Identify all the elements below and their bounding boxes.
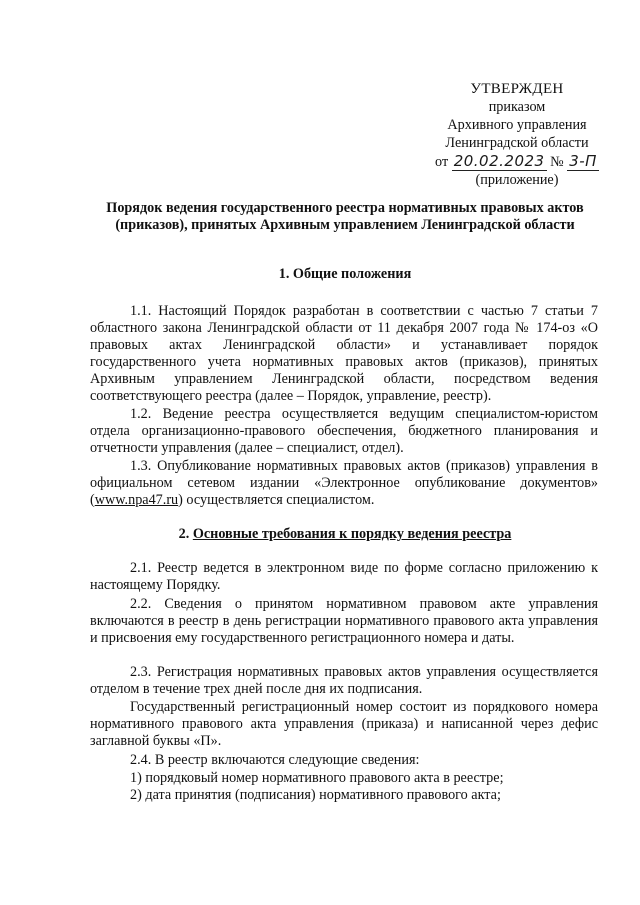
approval-number: 3-П (569, 152, 597, 170)
section-2-heading (90, 526, 600, 543)
paragraph-1-1: 1.1. Настоящий Порядок разработан в соответствии с частью 7 статьи 7 областного закона Ленинградской области от 11 декабря 2007 года № 174-оз «О правовых актах Ленинградской области» и устанавливает порядок государственного учета нормативных правовых актов (приказов), принятых Архивным управлением Ленинградской области, посредством ведения соответствующего реестра (далее – Порядок, управление, реестр). (90, 303, 598, 404)
approval-date: 20.02.2023 (453, 152, 545, 170)
section-1-heading: 1. Общие положения (278, 266, 412, 282)
list-item: 2) дата принятия (подписания) нормативного правового акта; (130, 787, 501, 803)
section-2-number: 2. (178, 526, 193, 542)
date-prefix: от (435, 154, 449, 170)
paragraph-1-3-text-a: 1.3. Опубликование нормативных правовых актов (приказов) управления в официальном сетевом издании «Электронное опубликование документов» ( (90, 458, 598, 508)
document-title: Порядок ведения государственного реестра нормативных правовых актов (приказов), принятых Архивным управлением Ленинградской области (106, 200, 584, 233)
paragraph-2-3-continued: Государственный регистрационный номер состоит из порядкового номера нормативного правового акта управления (приказа) и написанной через дефис заглавной буквы «П». (90, 699, 598, 749)
approval-block (432, 80, 602, 189)
paragraph-2-1: 2.1. Реестр ведется в электронном виде по форме согласно приложению к настоящему Порядку. (90, 560, 598, 593)
paragraph-2-3: 2.3. Регистрация нормативных правовых актов управления осуществляется отделом в течение трех дней после дня их подписания. (90, 664, 598, 697)
approval-annex: (приложение) (475, 172, 559, 188)
paragraph-2-4: 2.4. В реестр включаются следующие сведения: (130, 752, 420, 768)
approval-line-3: Ленинградской области (445, 135, 589, 151)
paragraph-1-2: 1.2. Ведение реестра осуществляется ведущим специалистом-юристом отдела организационно-правового обеспечения, бюджетного планирования и отчетности управления (далее – специалист, отдел). (90, 406, 598, 456)
approval-line-2: Архивного управления (447, 117, 587, 133)
list-item: 1) порядковый номер нормативного правового акта в реестре; (130, 770, 504, 786)
paragraph-1-3 (90, 458, 598, 509)
npa47-link[interactable]: www.npa47.ru (94, 492, 179, 508)
approval-line-1: приказом (488, 99, 546, 115)
paragraph-2-2: 2.2. Сведения о принятом нормативном правовом акте управления включаются в реестр в день регистрации нормативного правового акта управления и присвоения ему государственного регистрационного номера и даты. (90, 596, 598, 646)
section-2-title: Основные требования к порядку ведения реестра (192, 526, 512, 542)
paragraph-1-3-text-b: ) осуществляется специалистом. (178, 492, 375, 508)
approval-date-line (432, 152, 602, 171)
number-prefix: № (550, 154, 564, 170)
approval-stamp: УТВЕРЖДЕН (470, 81, 564, 97)
